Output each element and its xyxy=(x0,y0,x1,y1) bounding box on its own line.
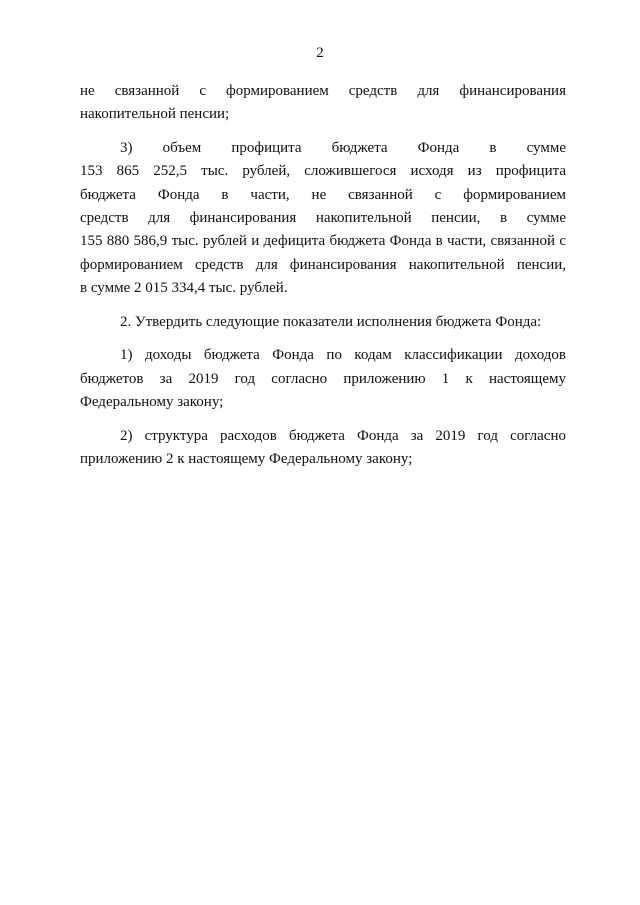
text-line: бюджета Фонда в части, не связанной с формированием xyxy=(80,186,566,203)
text-line: формированием средств для финансирования накопительной пенсии, xyxy=(80,256,566,273)
text-line: накопительной пенсии; xyxy=(80,106,230,123)
text-line: не связанной с формированием средств для финансирования xyxy=(80,83,566,99)
text-line: 1) доходы бюджета Фонда по кодам классификации доходов xyxy=(120,347,566,364)
text-line: в сумме 2 015 334,4 тыс. рублей. xyxy=(80,279,288,296)
text-line: бюджетов за 2019 год согласно приложению 1 к настоящему xyxy=(80,370,566,387)
paragraph-item-2 xyxy=(80,425,566,472)
text-line: 2. Утвердить следующие показатели исполнения бюджета Фонда: xyxy=(120,313,542,330)
paragraph-continuation xyxy=(80,80,566,127)
paragraph-item-1 xyxy=(80,344,566,414)
text-line: 155 880 586,9 тыс. рублей и дефицита бюджета Фонда в части, связанной с xyxy=(80,233,566,250)
text-line: 2) структура расходов бюджета Фонда за 2019 год согласно xyxy=(120,427,566,444)
page-number: 2 xyxy=(316,45,324,61)
paragraph-item-3 xyxy=(80,137,566,300)
text-line: приложению 2 к настоящему Федеральному закону; xyxy=(80,451,413,468)
text-line: 3) объем профицита бюджета Фонда в сумме xyxy=(120,140,566,157)
text-line: средств для финансирования накопительной пенсии, в сумме xyxy=(80,209,566,226)
document-body xyxy=(80,80,566,471)
paragraph-article-2 xyxy=(80,311,566,334)
text-line: Федеральному закону; xyxy=(80,394,224,411)
text-line: 153 865 252,5 тыс. рублей, сложившегося исходя из профицита xyxy=(80,163,566,180)
